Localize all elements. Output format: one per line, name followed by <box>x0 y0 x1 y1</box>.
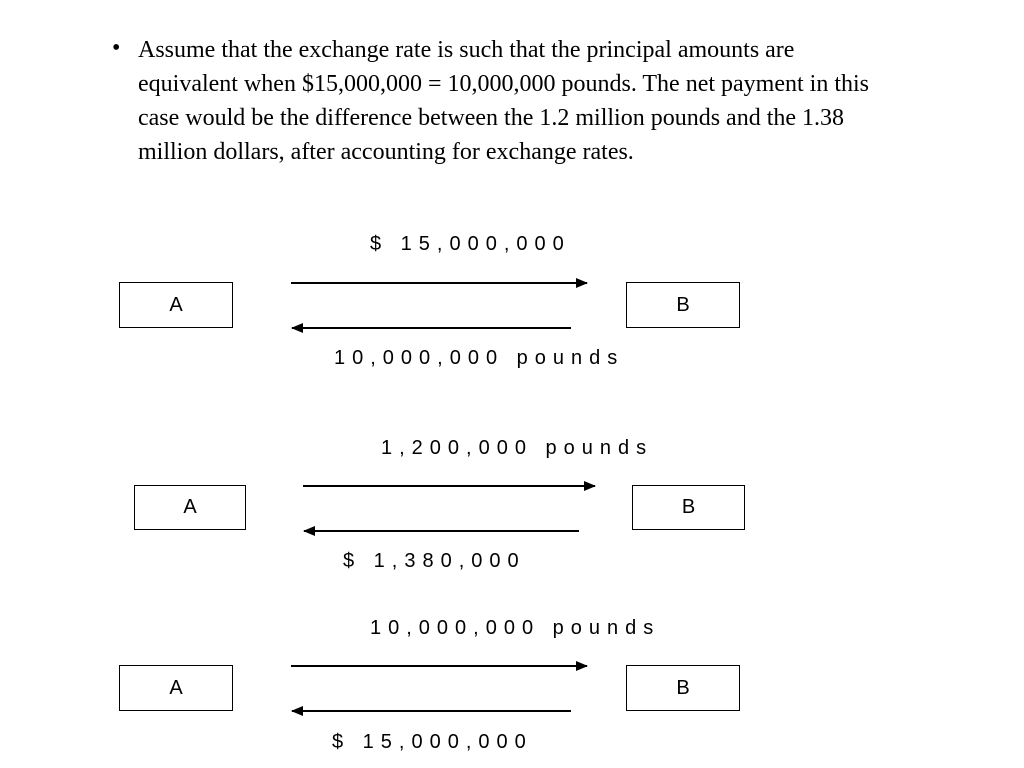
bullet-text: Assume that the exchange rate is such that the principal amounts are equivalent when $15,000,000 = 10,000,000 pounds. The net payment in this case would be the difference between the 1.2 million pounds and the 1.38 million dollars, after accounting for exchange rates. <box>138 37 870 165</box>
bottom-label-1: 10,000,000 pounds <box>334 347 625 369</box>
party-b-box-2: B <box>632 485 745 530</box>
top-label-3: 10,000,000 pounds <box>370 617 661 639</box>
bottom-label-2: $ 1,380,000 <box>343 550 526 572</box>
top-label-1: $ 15,000,000 <box>370 233 571 255</box>
party-b-box-3: B <box>626 665 740 711</box>
bottom-label-3: $ 15,000,000 <box>332 731 533 753</box>
bullet-marker: • <box>112 35 121 61</box>
party-b-box-1: B <box>626 282 740 328</box>
party-a-box-3: A <box>119 665 233 711</box>
party-a-box-1: A <box>119 282 233 328</box>
party-a-box-2: A <box>134 485 246 530</box>
top-label-2: 1,200,000 pounds <box>381 437 654 459</box>
